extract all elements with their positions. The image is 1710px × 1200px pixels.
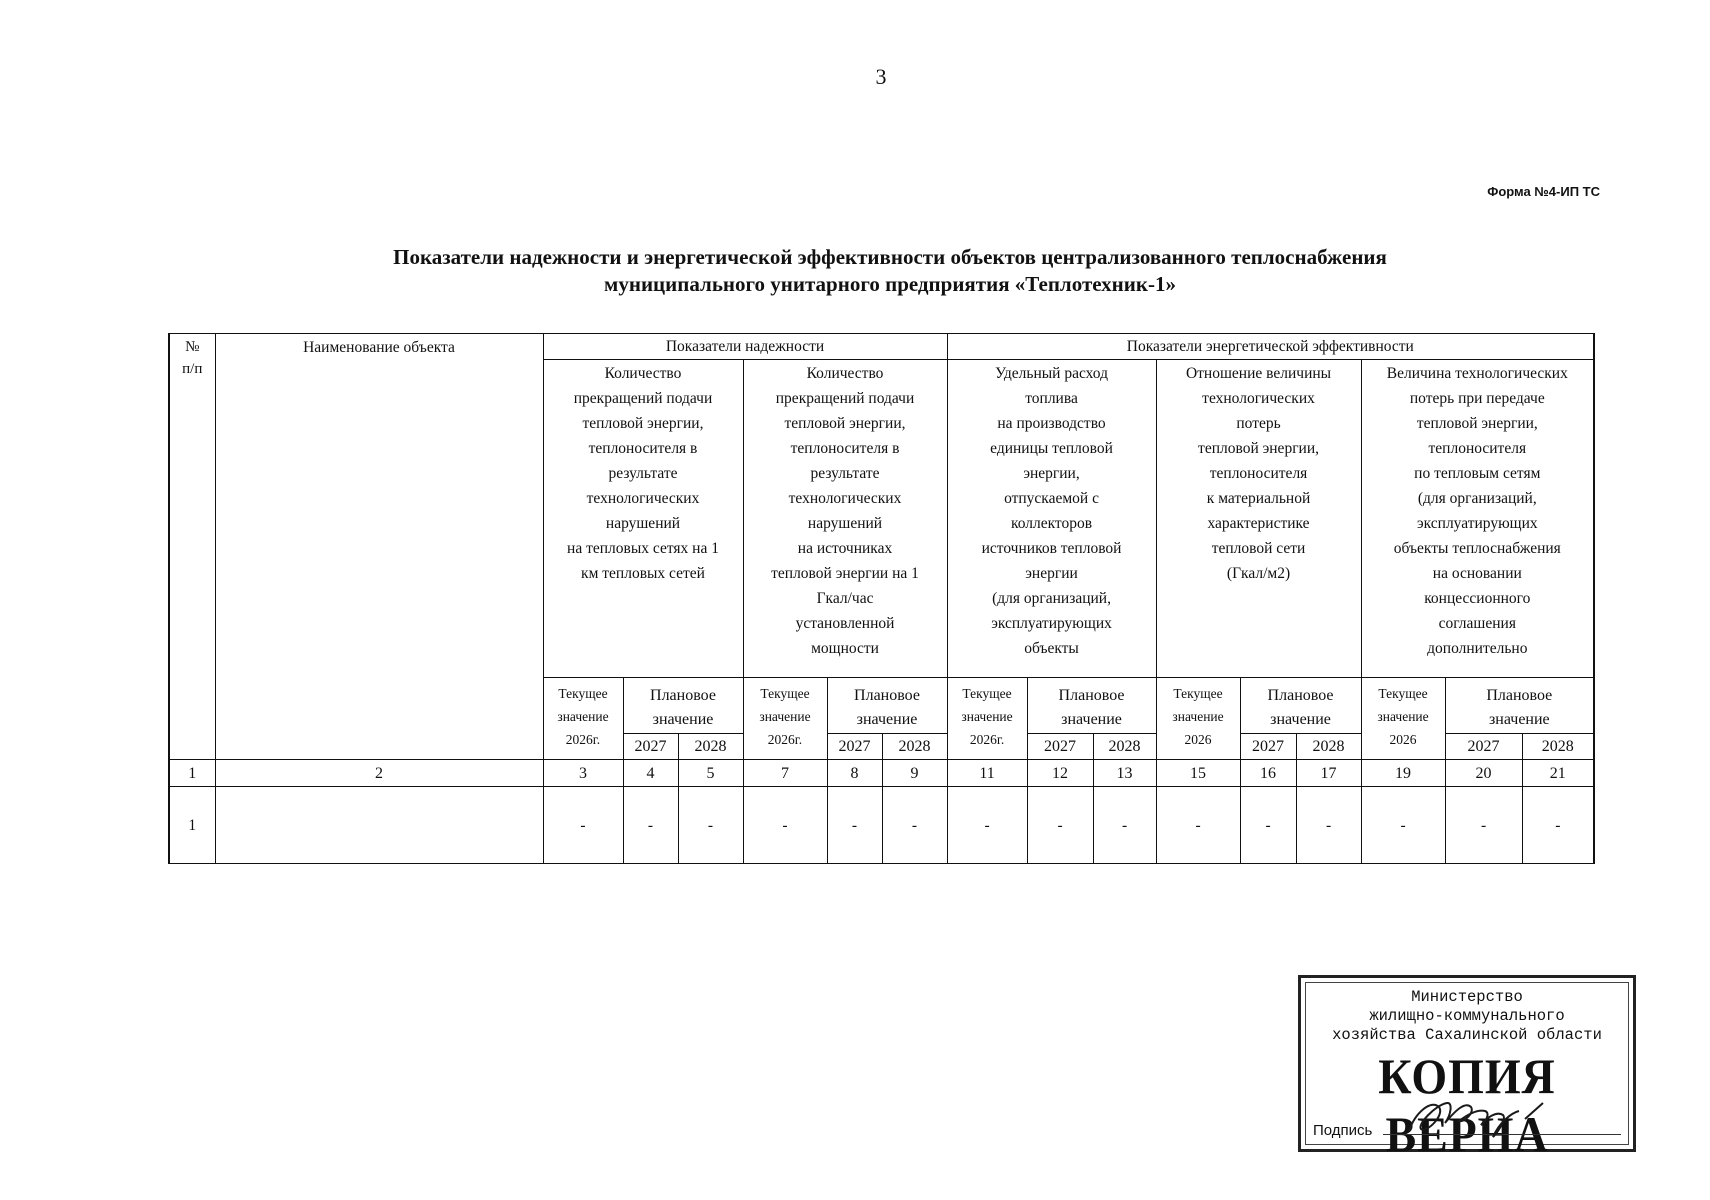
planned-value-header: Плановое значение [1240, 678, 1361, 734]
title-line-1: Показатели надежности и энергетической эффективности объектов централизованного теплоснабжения [393, 245, 1387, 269]
current-value-header: Текущее значение 2026 [1156, 678, 1240, 760]
row-value: - [1361, 787, 1445, 864]
year-cell: 2027 [1240, 734, 1296, 760]
column-number: 5 [678, 760, 743, 787]
indicator-header-5: Величина технологических потерь при передаче тепловой энергии, теплоносителя по тепловым сетям (для организаций, эксплуатирующих объекты теплоснабжения на основании концессионного соглашения дополнительно [1361, 360, 1594, 678]
row-value: - [1522, 787, 1594, 864]
planned-value-header: Плановое значение [827, 678, 947, 734]
year-cell: 2027 [1027, 734, 1093, 760]
stamp-line-3: хозяйства Сахалинской области [1332, 1026, 1602, 1044]
year-cell: 2027 [623, 734, 678, 760]
column-number: 12 [1027, 760, 1093, 787]
column-number: 11 [947, 760, 1027, 787]
current-value-header: Текущее значение 2026г. [743, 678, 827, 760]
year-cell: 2027 [1445, 734, 1522, 760]
header-group-reliability: Показатели надежности [543, 334, 947, 360]
signature-label: Подпись [1313, 1122, 1373, 1139]
column-number: 17 [1296, 760, 1361, 787]
year-cell: 2028 [1522, 734, 1594, 760]
page-number: 3 [875, 64, 887, 89]
year-cell: 2028 [1093, 734, 1156, 760]
column-number: 2 [215, 760, 543, 787]
row-number: 1 [169, 787, 215, 864]
year-cell: 2028 [1296, 734, 1361, 760]
row-value: - [1093, 787, 1156, 864]
column-number: 13 [1093, 760, 1156, 787]
indicators-table-wrap [168, 333, 1593, 864]
current-value-header: Текущее значение 2026г. [947, 678, 1027, 760]
row-value: - [543, 787, 623, 864]
row-value: - [947, 787, 1027, 864]
current-value-header: Текущее значение 2026 [1361, 678, 1445, 760]
indicator-header-2: Количество прекращений подачи тепловой энергии, теплоносителя в результате технологических нарушений на источниках тепловой энергии на 1 Гкал/час установленной мощности [743, 360, 947, 678]
column-number: 1 [169, 760, 215, 787]
row-value: - [882, 787, 947, 864]
stamp-line-1: Министерство [1411, 988, 1523, 1006]
column-number: 8 [827, 760, 882, 787]
column-number: 4 [623, 760, 678, 787]
table-row [169, 787, 1594, 864]
header-group-energy: Показатели энергетической эффективности [947, 334, 1594, 360]
indicator-header-3: Удельный расход топлива на производство единицы тепловой энергии, отпускаемой с коллекторов источников тепловой энергии (для организаций, эксплуатирующих объекты [947, 360, 1156, 678]
row-value: - [678, 787, 743, 864]
header-object-name: Наименование объекта [215, 334, 543, 760]
form-label: Форма №4-ИП ТС [1487, 184, 1600, 199]
column-number: 9 [882, 760, 947, 787]
year-cell: 2028 [678, 734, 743, 760]
column-number: 3 [543, 760, 623, 787]
indicator-header-1: Количество прекращений подачи тепловой энергии, теплоносителя в результате технологических нарушений на тепловых сетях на 1 км тепловых сетей [543, 360, 743, 678]
planned-value-header: Плановое значение [623, 678, 743, 734]
stamp-verified: КОПИЯ ВЕРНА [1378, 1048, 1556, 1162]
column-number: 19 [1361, 760, 1445, 787]
row-value: - [1296, 787, 1361, 864]
row-value: - [743, 787, 827, 864]
current-value-header: Текущее значение 2026г. [543, 678, 623, 760]
indicator-header-4: Отношение величины технологических потерь тепловой энергии, теплоносителя к материальной характеристике тепловой сети (Гкал/м2) [1156, 360, 1361, 678]
row-object-name [215, 787, 543, 864]
column-number: 21 [1522, 760, 1594, 787]
handwritten-signature [1401, 1093, 1551, 1141]
title-line-2: муниципального унитарного предприятия «Теплотехник-1» [604, 272, 1176, 296]
column-number: 7 [743, 760, 827, 787]
stamp-line-2: жилищно-коммунального [1369, 1007, 1565, 1025]
row-value: - [623, 787, 678, 864]
planned-value-header: Плановое значение [1445, 678, 1594, 734]
row-value: - [1027, 787, 1093, 864]
column-number: 16 [1240, 760, 1296, 787]
column-number: 15 [1156, 760, 1240, 787]
header-no: № п/п [169, 334, 215, 760]
row-value: - [827, 787, 882, 864]
certification-stamp [1298, 975, 1636, 1162]
document-title [240, 244, 1540, 298]
indicators-table [168, 333, 1595, 864]
column-number-row [169, 760, 1594, 787]
row-value: - [1156, 787, 1240, 864]
year-cell: 2028 [882, 734, 947, 760]
column-number: 20 [1445, 760, 1522, 787]
row-value: - [1445, 787, 1522, 864]
row-value: - [1240, 787, 1296, 864]
header-row-groups [169, 334, 1594, 360]
year-cell: 2027 [827, 734, 882, 760]
planned-value-header: Плановое значение [1027, 678, 1156, 734]
